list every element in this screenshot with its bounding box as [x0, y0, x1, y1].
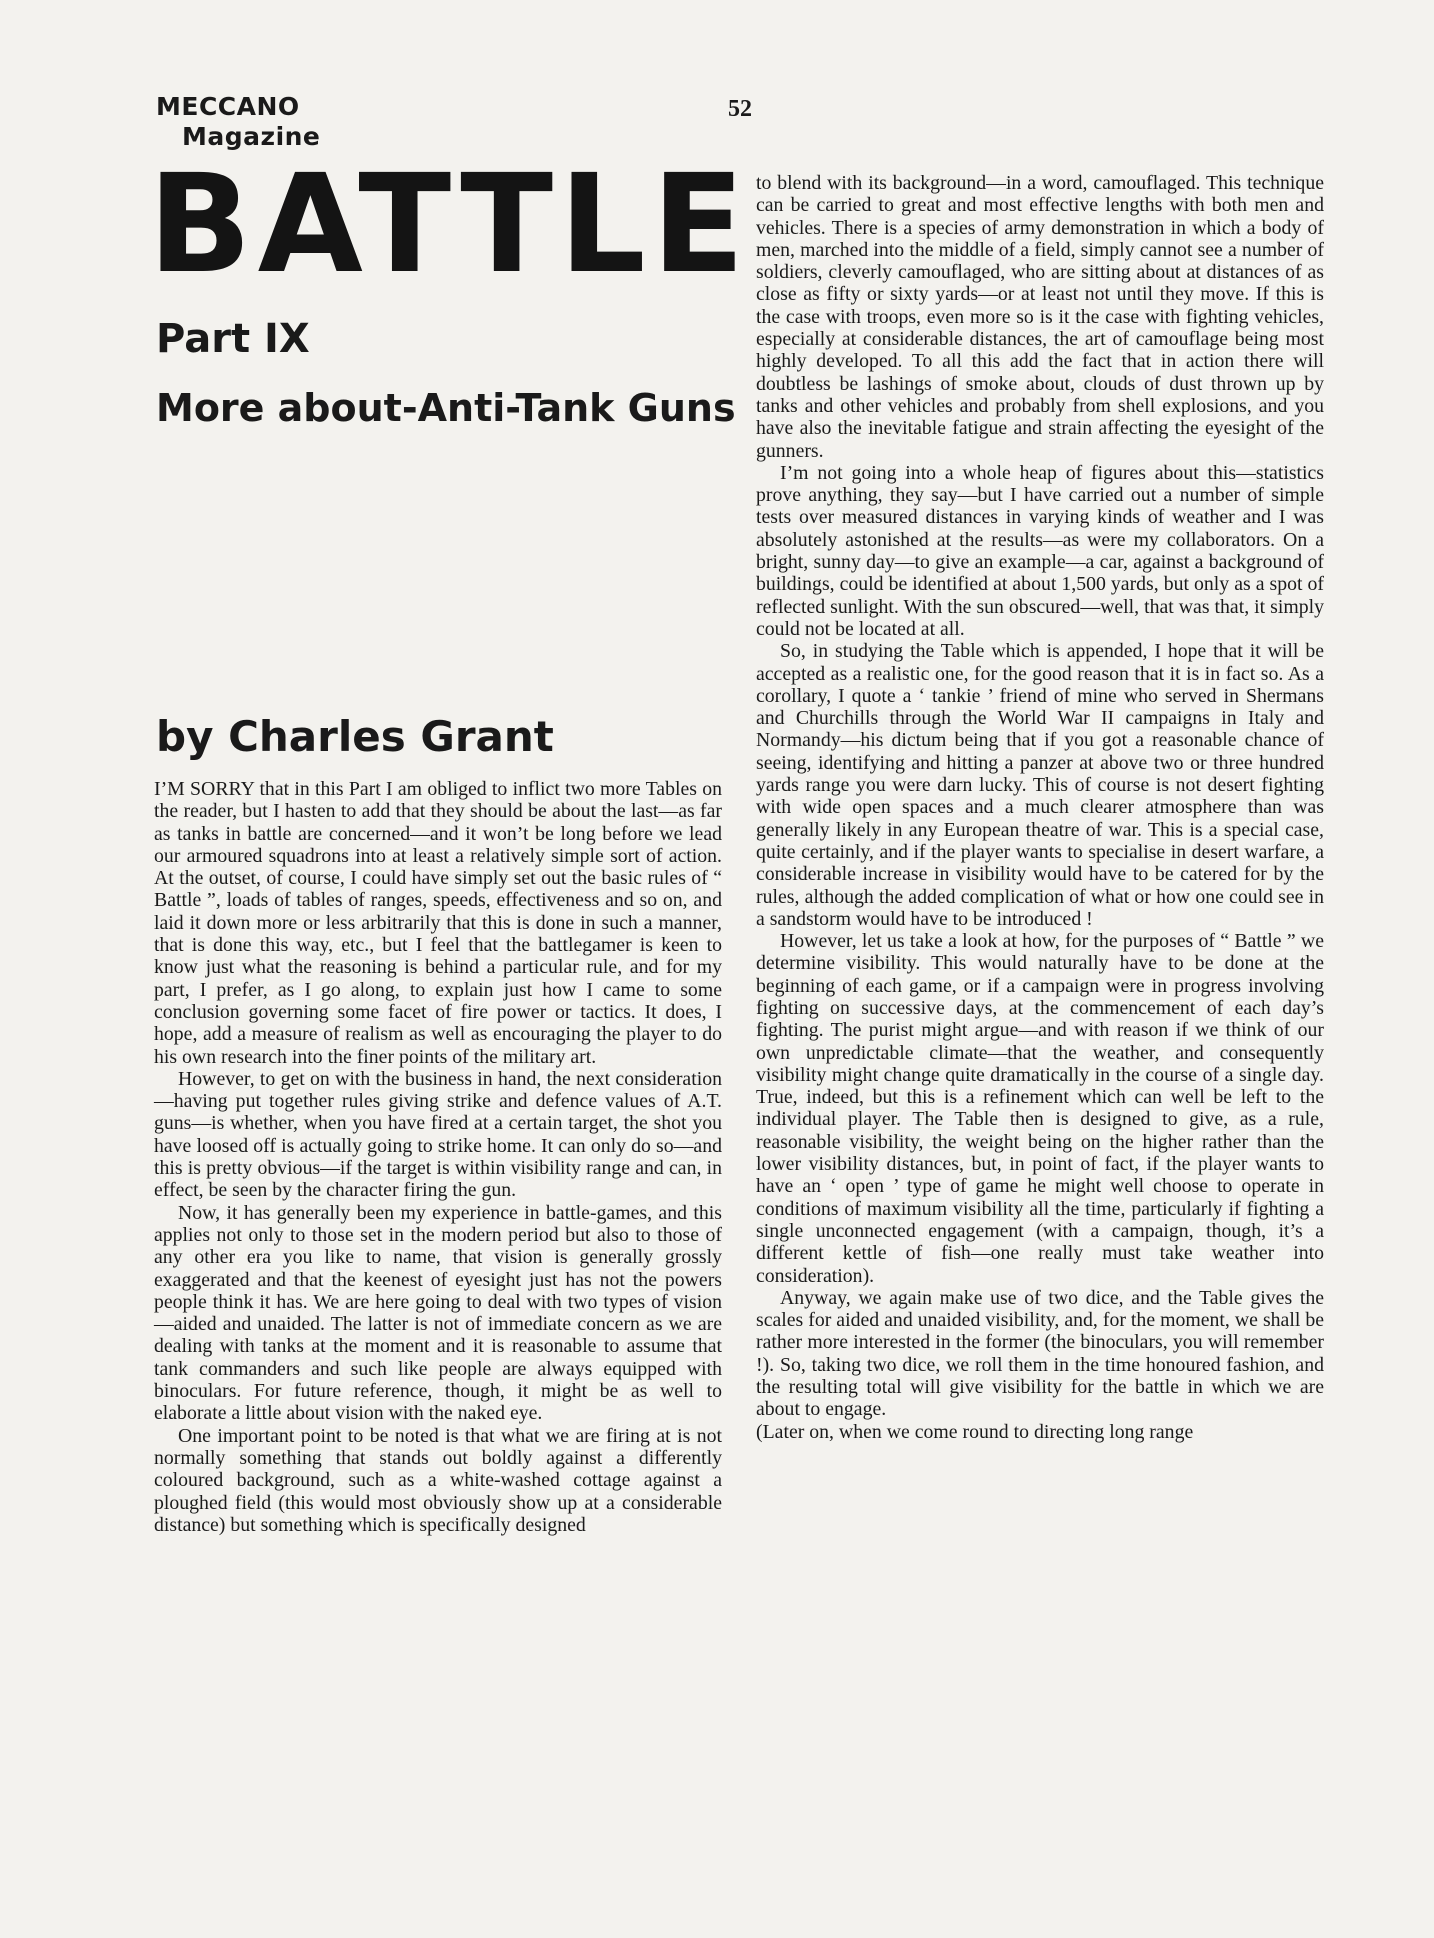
article-subtitle: More about-Anti-Tank Guns [156, 386, 736, 430]
paragraph: to blend with its background—in a word, camouflaged. This technique can be carried to great and most effective lengths with both men and vehicles. There is a species of army demonstration in which a body of men, marched into the middle of a field, simply cannot see a number of soldiers, cleverly camouflaged, who are sitting about at distances of as close as fifty or sixty yards—or at least not until they move. If this is the case with troops, even more so is it the case with fighting vehicles, especially at considerable distances, the art of camouflage being most highly developed. To all this add the fact that in action there will doubtless be lashings of smoke about, clouds of dust thrown up by tanks and other vehicles and probably from shell explosions, and you have also the inevitable fatigue and strain affecting the eyesight of the gunners. [756, 172, 1324, 462]
left-column [154, 778, 722, 1536]
paragraph: However, let us take a look at how, for the purposes of “ Battle ” we determine visibility. This would naturally have to be done at the beginning of each game, or if a campaign were in progress involving fighting on successive days, at the commencement of each day’s fighting. The purist might argue—and with reason if we think of our own unpredictable climate—that the weather, and consequently visibility might change quite dramatically in the course of a single day. True, indeed, but this is a refinement which can well be left to the individual player. The Table then is designed to give, as a rule, reasonable visibility, the weight being on the higher rather than the lower visibility distances, but, in point of fact, if the player wants to have an ‘ open ’ type of game he might well choose to operate in conditions of maximum visibility all the time, particularly if fighting a single unconnected engagement (with a campaign, though, it’s a different kettle of fish—one really must take weather into consideration). [756, 930, 1324, 1287]
article-part: Part IX [156, 316, 310, 362]
paragraph: Anyway, we again make use of two dice, and the Table gives the scales for aided and unaided visibility, and, for the moment, we shall be rather more interested in the former (the binoculars, you will remember !). So, taking two dice, we roll them in the time honoured fashion, and the resulting total will give visibility for the battle in which we are about to engage. [756, 1286, 1324, 1421]
page-number: 52 [728, 96, 752, 122]
article-byline: by Charles Grant [156, 712, 554, 761]
paragraph: Now, it has generally been my experience in battle-games, and this applies not only to those set in the modern period but also to those of any other era you like to name, that vision is generally grossly exaggerated and that the keenest of eyesight just has not the powers people think it has. We are here going to deal with two types of vision—aided and unaided. The latter is not of immediate concern as we are dealing with tanks at the moment and it is reasonable to assume that tank commanders and such like people are always equipped with binoculars. For future reference, though, it might be as well to elaborate a little about vision with the naked eye. [154, 1201, 722, 1425]
masthead-title: MECCANO [156, 92, 300, 121]
paragraph: I’M SORRY that in this Part I am obliged to inflict two more Tables on the reader, but I hasten to add that they should be about the last—as far as tanks in battle are concerned—and it won’t be long before we lead our armoured squadrons into at least a relatively simple sort of action. At the outset, of course, I could have simply set out the basic rules of “ Battle ”, loads of tables of ranges, speeds, effectiveness and so on, and laid it down more or less arbitrarily that this is done in such a manner, that is done this way, etc., but I feel that the battlegamer is keen to know just what the reasoning is behind a particular rule, and for my part, I prefer, as I go along, to explain just how I came to some conclusion governing some facet of fire power or tactics. It does, I hope, add a measure of realism as well as encouraging the player to do his own research into the finer points of the military art. [154, 778, 722, 1068]
paragraph: One important point to be noted is that what we are firing at is not normally something that stands out boldly against a differently coloured background, such as a white-washed cottage against a ploughed field (this would most obviously show up at a considerable distance) but something which is specifically designed [154, 1424, 722, 1536]
right-column [756, 172, 1324, 1443]
paragraph: So, in studying the Table which is appended, I hope that it will be accepted as a realistic one, for the good reason that it is in fact so. As a corollary, I quote a ‘ tankie ’ friend of mine who served in Shermans and Churchills through the World War II campaigns in Italy and Normandy—his dictum being that if you got a reasonable chance of seeing, identifying and hitting a panzer at above two or three hundred yards range you were darn lucky. This of course is not desert fighting with wide open spaces and a much clearer atmosphere than was generally likely in any European theatre of war. This is a special case, quite certainly, and if the player wants to specialise in desert warfare, a considerable increase in visibility would have to be catered for by the rules, although the added complication of what or how one could see in a sandstorm would have to be introduced ! [756, 640, 1324, 930]
paragraph: However, to get on with the business in hand, the next consideration—having put together rules giving strike and defence values of A.T. guns—is whether, when you have fired at a certain target, the shot you have loosed off is actually going to strike home. It can only do so—and this is pretty obvious—if the target is within visibility range and can, in effect, be seen by the character firing the gun. [154, 1067, 722, 1202]
paragraph: (Later on, when we come round to directing long range [756, 1420, 1194, 1443]
masthead [156, 92, 320, 152]
paragraph: I’m not going into a whole heap of figures about this—statistics prove anything, they say—but I have carried out a number of simple tests over measured distances in varying kinds of weather and I was absolutely astonished at the results—as were my collaborators. On a bright, sunny day—to give an example—a car, against a background of buildings, could be identified at about 1,500 yards, but only as a spot of reflected sunlight. With the sun obscured—well, that was that, it simply could not be located at all. [756, 461, 1324, 640]
masthead-subtitle: Magazine [182, 122, 321, 151]
article-title: BATTLE [148, 146, 751, 304]
